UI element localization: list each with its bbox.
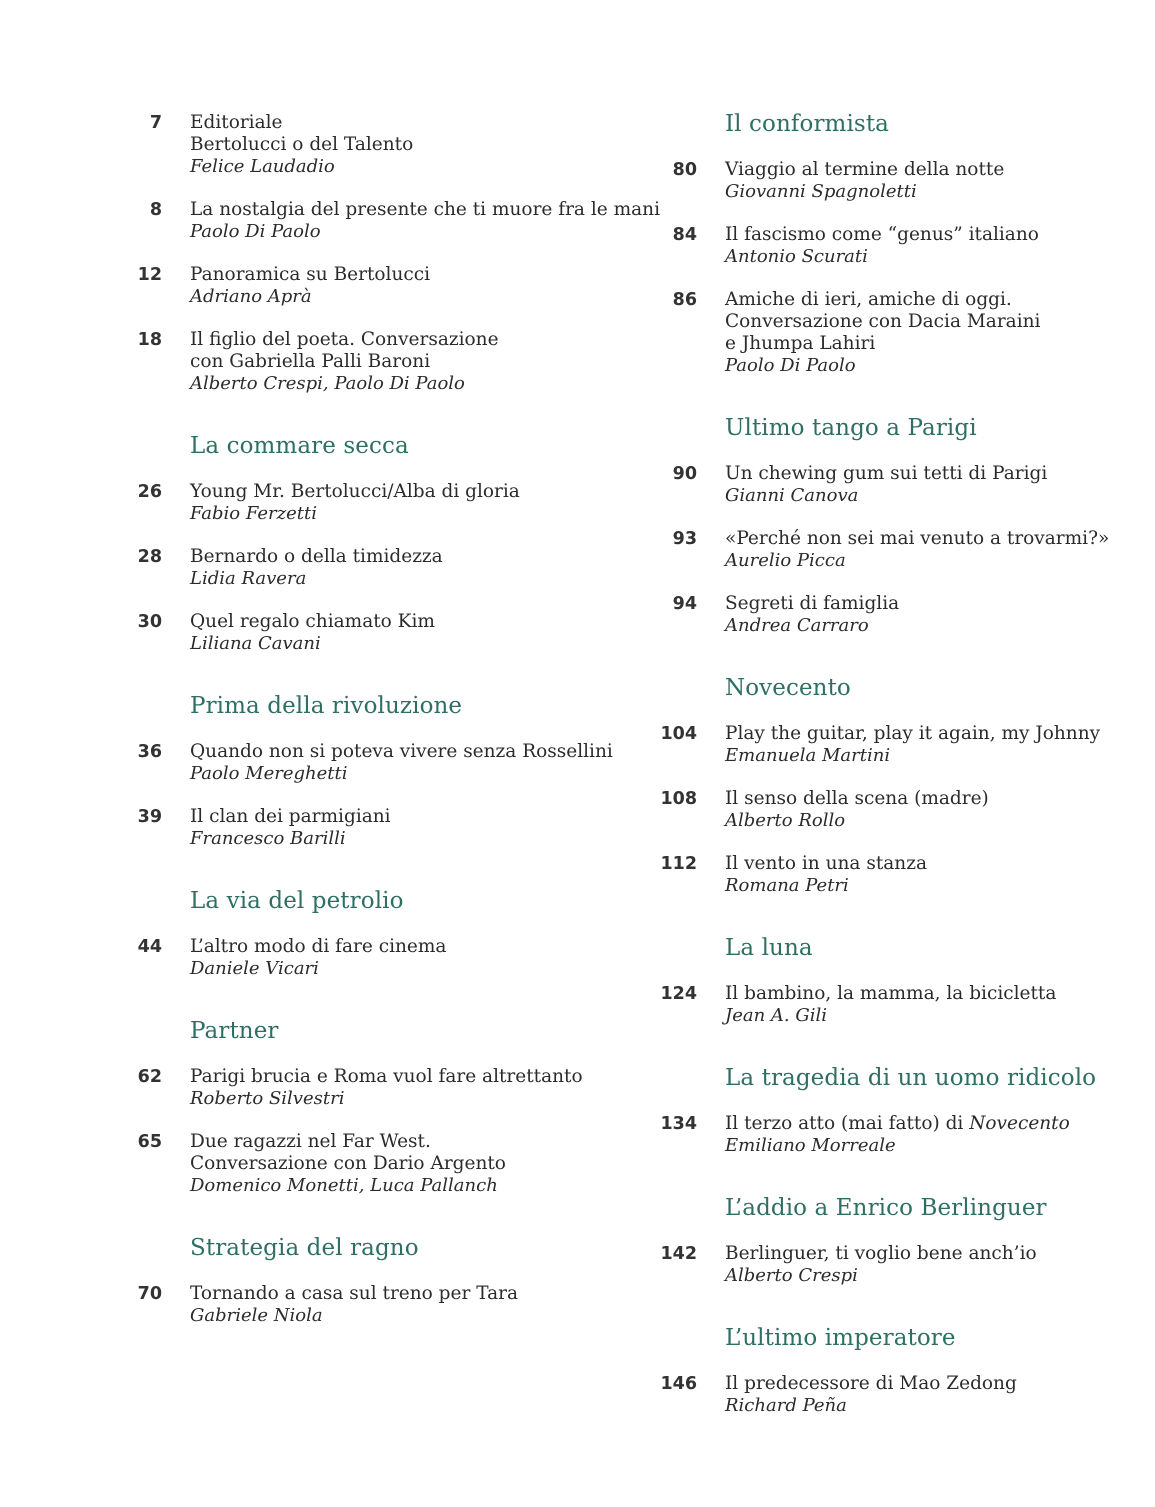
page-number: 146 <box>660 1374 697 1394</box>
entry-author: Emiliano Morreale <box>725 1135 896 1156</box>
page-number: 12 <box>137 265 162 285</box>
page-number: 44 <box>137 937 162 957</box>
entry-author: Fabio Ferzetti <box>190 503 317 524</box>
title-italic-part: Novecento <box>969 1113 1070 1134</box>
page-number: 28 <box>137 547 162 567</box>
page-number: 104 <box>660 724 697 744</box>
entry-text <box>190 611 435 655</box>
entry-author: Adriano Aprà <box>190 286 312 307</box>
entry-text <box>190 1283 518 1327</box>
entry-title-line: con Gabriella Palli Baroni <box>190 351 431 372</box>
section-heading: Partner <box>190 1018 279 1044</box>
page-number: 93 <box>672 529 697 549</box>
page-number: 36 <box>137 742 162 762</box>
page-number: 80 <box>672 160 697 180</box>
entry-author: Aurelio Picca <box>725 550 846 571</box>
entry-title-line: Play the guitar, play it again, my Johnny <box>725 723 1101 744</box>
entry-title-line: Il predecessore di Mao Zedong <box>725 1373 1017 1394</box>
entry-author: Roberto Silvestri <box>190 1088 345 1109</box>
entry-author: Antonio Scurati <box>725 246 868 267</box>
entry-author: Romana Petri <box>725 875 849 896</box>
entry-title-line: La nostalgia del presente che ti muore fra le mani <box>190 199 660 220</box>
entry-text <box>725 289 1040 377</box>
entry-author: Paolo Di Paolo <box>190 221 321 242</box>
entry-title-line: Un chewing gum sui tetti di Parigi <box>725 463 1048 484</box>
entry-author: Paolo Di Paolo <box>725 355 856 376</box>
page-number: 90 <box>672 464 697 484</box>
page-number: 134 <box>660 1114 697 1134</box>
page-number: 86 <box>672 290 697 310</box>
section-heading: L’addio a Enrico Berlinguer <box>725 1195 1047 1221</box>
section-heading: L’ultimo imperatore <box>725 1325 956 1351</box>
section-heading: La tragedia di un uomo ridicolo <box>725 1065 1097 1091</box>
entry-author: Paolo Mereghetti <box>190 763 348 784</box>
page-number: 84 <box>672 225 697 245</box>
entry-text <box>190 741 613 785</box>
entry-title-line: Editoriale <box>190 112 283 133</box>
page-number: 142 <box>660 1244 697 1264</box>
entry-title-line: Il figlio del poeta. Conversazione <box>190 329 499 350</box>
entry-author: Andrea Carraro <box>725 615 869 636</box>
entry-title-line: e Jhumpa Lahiri <box>725 333 876 354</box>
page-number: 7 <box>149 113 162 133</box>
entry-author: Jean A. Gili <box>725 1005 828 1026</box>
section-heading: Ultimo tango a Parigi <box>725 415 977 441</box>
entry-text <box>190 329 499 395</box>
entry-title-line: Conversazione con Dario Argento <box>190 1153 506 1174</box>
entry-text <box>190 806 391 850</box>
entry-text <box>190 546 443 590</box>
page-number: 70 <box>137 1284 162 1304</box>
page-number: 39 <box>137 807 162 827</box>
entry-author: Felice Laudadio <box>190 156 335 177</box>
entry-text <box>725 528 1109 572</box>
entry-author: Alberto Crespi <box>725 1265 858 1286</box>
entry-title-line: Il senso della scena (madre) <box>725 788 989 809</box>
entry-title-line: Berlinguer, ti voglio bene anch’io <box>725 1243 1037 1264</box>
entry-title-line: «Perché non sei mai venuto a trovarmi?» <box>725 528 1110 549</box>
entry-title-line: Parigi brucia e Roma vuol fare altrettanto <box>190 1066 583 1087</box>
entry-text <box>725 788 989 832</box>
entry-author: Francesco Barilli <box>190 828 346 849</box>
entry-text <box>725 593 899 637</box>
entry-text <box>725 983 1056 1027</box>
entry-text <box>725 1373 1017 1417</box>
entry-author: Daniele Vicari <box>190 958 319 979</box>
entry-title-line: Panoramica su Bertolucci <box>190 264 431 285</box>
entry-title-line: L’altro modo di fare cinema <box>190 936 447 957</box>
entry-title-line: Tornando a casa sul treno per Tara <box>190 1283 518 1304</box>
page-number: 94 <box>672 594 697 614</box>
section-heading: Novecento <box>725 675 851 701</box>
entry-title-line: Young Mr. Bertolucci/Alba di gloria <box>190 481 520 502</box>
entry-text <box>190 264 430 308</box>
entry-text <box>190 112 413 178</box>
section-heading: La via del petrolio <box>190 888 404 914</box>
entry-text <box>190 1066 583 1110</box>
entry-author: Domenico Monetti, Luca Pallanch <box>190 1175 498 1196</box>
section-heading: Il conformista <box>725 111 889 137</box>
entry-title-line: Viaggio al termine della notte <box>725 159 1005 180</box>
entry-title-line: Il bambino, la mamma, la bicicletta <box>725 983 1057 1004</box>
page-number: 8 <box>149 200 162 220</box>
section-heading: Prima della rivoluzione <box>190 693 463 719</box>
page-number: 26 <box>137 482 162 502</box>
entry-title-line: Bertolucci o del Talento <box>190 134 414 155</box>
entry-text <box>725 723 1100 767</box>
entry-author: Gabriele Niola <box>190 1305 323 1326</box>
entry-text <box>725 1113 1070 1157</box>
page-number: 30 <box>137 612 162 632</box>
entry-text <box>725 1243 1037 1287</box>
entry-author: Emanuela Martini <box>725 745 891 766</box>
entry-text <box>190 1131 506 1197</box>
entry-text <box>190 936 446 980</box>
entry-text <box>725 159 1004 203</box>
entry-title-line: Il terzo atto (mai fatto) di Novecento <box>725 1113 1070 1134</box>
entry-title-line: Il vento in una stanza <box>725 853 927 874</box>
section-heading: La luna <box>725 935 813 961</box>
entry-title-line: Bernardo o della timidezza <box>190 546 443 567</box>
entry-text <box>190 199 660 243</box>
entry-author: Gianni Canova <box>725 485 859 506</box>
entry-text <box>725 224 1039 268</box>
entry-text <box>725 463 1047 507</box>
entry-title-line: Amiche di ieri, amiche di oggi. <box>725 289 1012 310</box>
section-heading: La commare secca <box>190 433 409 459</box>
entry-author: Richard Peña <box>725 1395 847 1416</box>
entry-title-line: Il clan dei parmigiani <box>190 806 391 827</box>
entry-text <box>190 481 520 525</box>
page-number: 65 <box>137 1132 162 1152</box>
entry-title-line: Conversazione con Dacia Maraini <box>725 311 1041 332</box>
entry-author: Alberto Rollo <box>725 810 846 831</box>
section-heading: Strategia del ragno <box>190 1235 419 1261</box>
entry-text <box>725 853 927 897</box>
page-number: 18 <box>137 330 162 350</box>
entry-author: Giovanni Spagnoletti <box>725 181 917 202</box>
entry-title-line: Due ragazzi nel Far West. <box>190 1131 431 1152</box>
page-number: 112 <box>660 854 697 874</box>
entry-author: Lidia Ravera <box>190 568 307 589</box>
page-number: 62 <box>137 1067 162 1087</box>
entry-title-line: Quando non si poteva vivere senza Rossellini <box>190 741 613 762</box>
entry-title-line: Segreti di famiglia <box>725 593 900 614</box>
entry-author: Liliana Cavani <box>190 633 321 654</box>
entry-title-line: Quel regalo chiamato Kim <box>190 611 435 632</box>
entry-author: Alberto Crespi, Paolo Di Paolo <box>190 373 465 394</box>
page-number: 108 <box>660 789 697 809</box>
entry-title-line: Il fascismo come “genus” italiano <box>725 224 1039 245</box>
page-number: 124 <box>660 984 697 1004</box>
